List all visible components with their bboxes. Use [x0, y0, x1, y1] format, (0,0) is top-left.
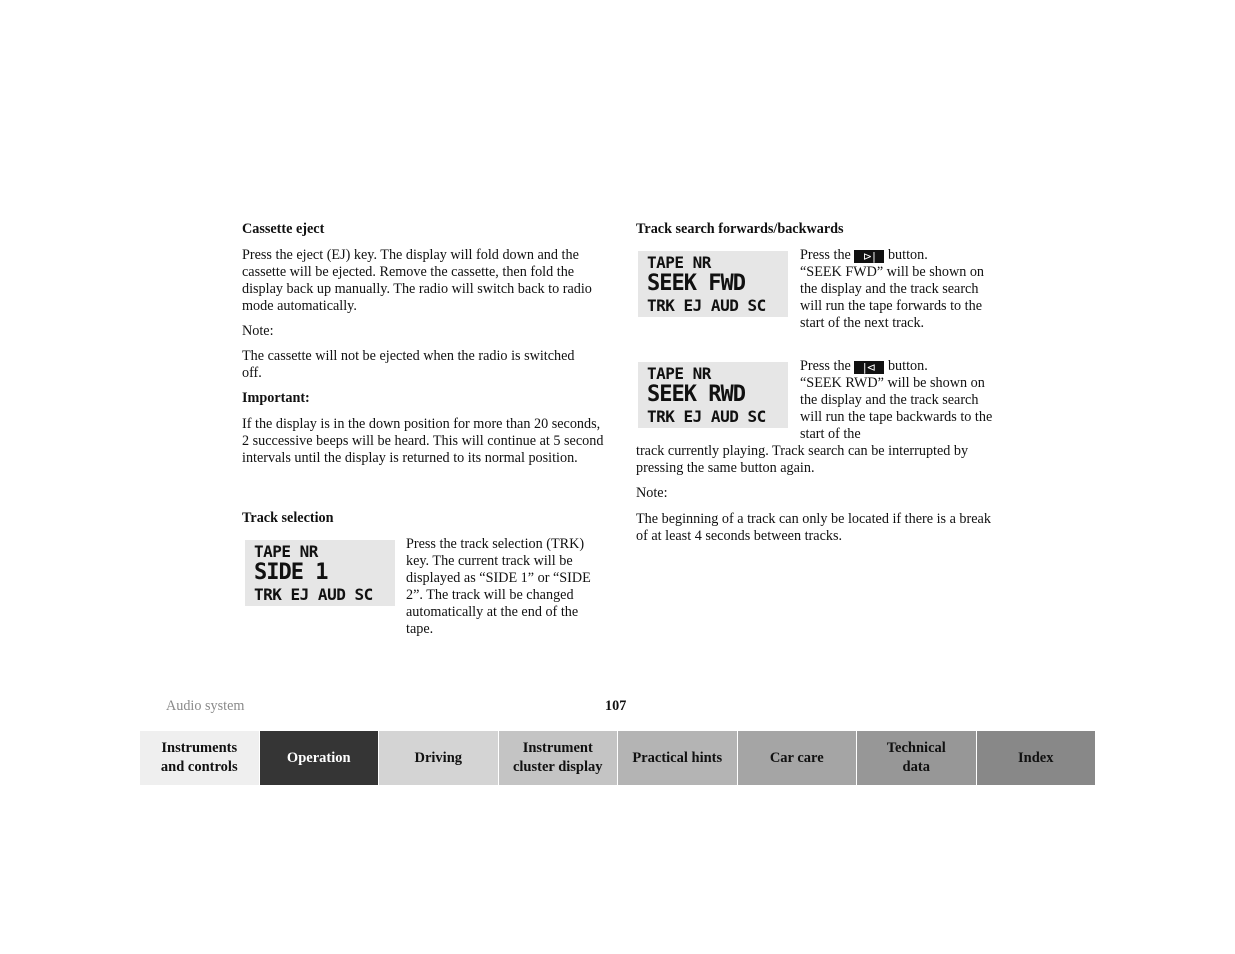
note-text-right: The beginning of a track can only be located if there is a break of at least 4 seconds between tracks.: [636, 511, 991, 544]
seek-rwd-text: [800, 358, 995, 443]
lcd-line2: SIDE 1: [254, 560, 328, 585]
tab-label: Car care: [769, 749, 824, 766]
tab-index[interactable]: [977, 731, 1096, 785]
lcd-display-seek-fwd: [638, 251, 788, 317]
tab-operation[interactable]: [260, 731, 380, 785]
tab-driving[interactable]: [379, 731, 499, 785]
tab-label: Practical hints: [632, 749, 723, 766]
lcd-line3: TRK EJ AUD SC: [647, 407, 766, 426]
note-text: The cassette will not be ejected when the radio is switched off.: [242, 348, 575, 381]
tab-label: Instruments and controls: [160, 740, 238, 775]
previous-track-icon: |⊲: [854, 361, 884, 374]
cassette-eject-heading: Cassette eject: [242, 221, 325, 237]
lcd-line2: SEEK FWD: [647, 271, 745, 296]
note-label-right: Note:: [636, 485, 668, 501]
press-the: Press the: [800, 358, 851, 374]
lcd-line1: TAPE NR: [254, 542, 318, 561]
lcd-display-seek-rwd: [638, 362, 788, 428]
next-track-icon: ⊳|: [854, 250, 884, 263]
lcd-line3: TRK EJ AUD SC: [254, 585, 373, 604]
section-name: Audio system: [166, 698, 245, 714]
note-label: Note:: [242, 323, 274, 339]
tab-instruments-and-controls[interactable]: [140, 731, 260, 785]
tab-car-care[interactable]: [738, 731, 858, 785]
cassette-eject-text: Press the eject (EJ) key. The display will fold down and the cassette will be ejected. Remove the cassette, then fold the display back up manually. The radio will switch back to radio mode automatically.: [242, 247, 592, 314]
seek-rwd-description: “SEEK RWD” will be shown on the display and the track search will run the tape backwards to the start of the: [800, 375, 993, 442]
track-search-heading: Track search forwards/backwards: [636, 221, 844, 237]
track-selection-heading: Track selection: [242, 510, 334, 526]
seek-fwd-text: [800, 247, 1000, 332]
press-the: Press the: [800, 247, 851, 263]
tab-label: Index: [1018, 749, 1054, 766]
tab-label: Operation: [286, 749, 351, 766]
section-tabs: [140, 731, 1095, 785]
lcd-line3: TRK EJ AUD SC: [647, 296, 766, 315]
tab-instrument-cluster-display[interactable]: [499, 731, 619, 785]
important-label: Important:: [242, 390, 310, 406]
button-word: button.: [887, 247, 928, 263]
tab-practical-hints[interactable]: [618, 731, 738, 785]
lcd-line2: SEEK RWD: [647, 382, 745, 407]
page-number: 107: [605, 698, 627, 714]
tab-label: Instrument cluster display: [512, 740, 603, 775]
track-selection-text: Press the track selection (TRK) key. The current track will be displayed as “SIDE 1” or “SIDE 2”. The track will be changed automatically at the end of the tape.: [406, 536, 591, 637]
seek-rwd-continued: track currently playing. Track search can be interrupted by pressing the same button again.: [636, 443, 969, 476]
lcd-line1: TAPE NR: [647, 364, 711, 383]
button-word: button.: [887, 358, 928, 374]
tab-label: Technical data: [886, 740, 946, 775]
important-text: If the display is in the down position for more than 20 seconds, 2 successive beeps will be heard. This will continue at 5 second intervals until the display is returned to its normal position.: [242, 416, 604, 466]
lcd-display-side1: [245, 540, 395, 606]
lcd-line1: TAPE NR: [647, 253, 711, 272]
tab-technical-data[interactable]: [857, 731, 977, 785]
tab-label: Driving: [414, 749, 463, 766]
seek-fwd-description: “SEEK FWD” will be shown on the display and the track search will run the tape forwards to the start of the next track.: [800, 264, 985, 331]
